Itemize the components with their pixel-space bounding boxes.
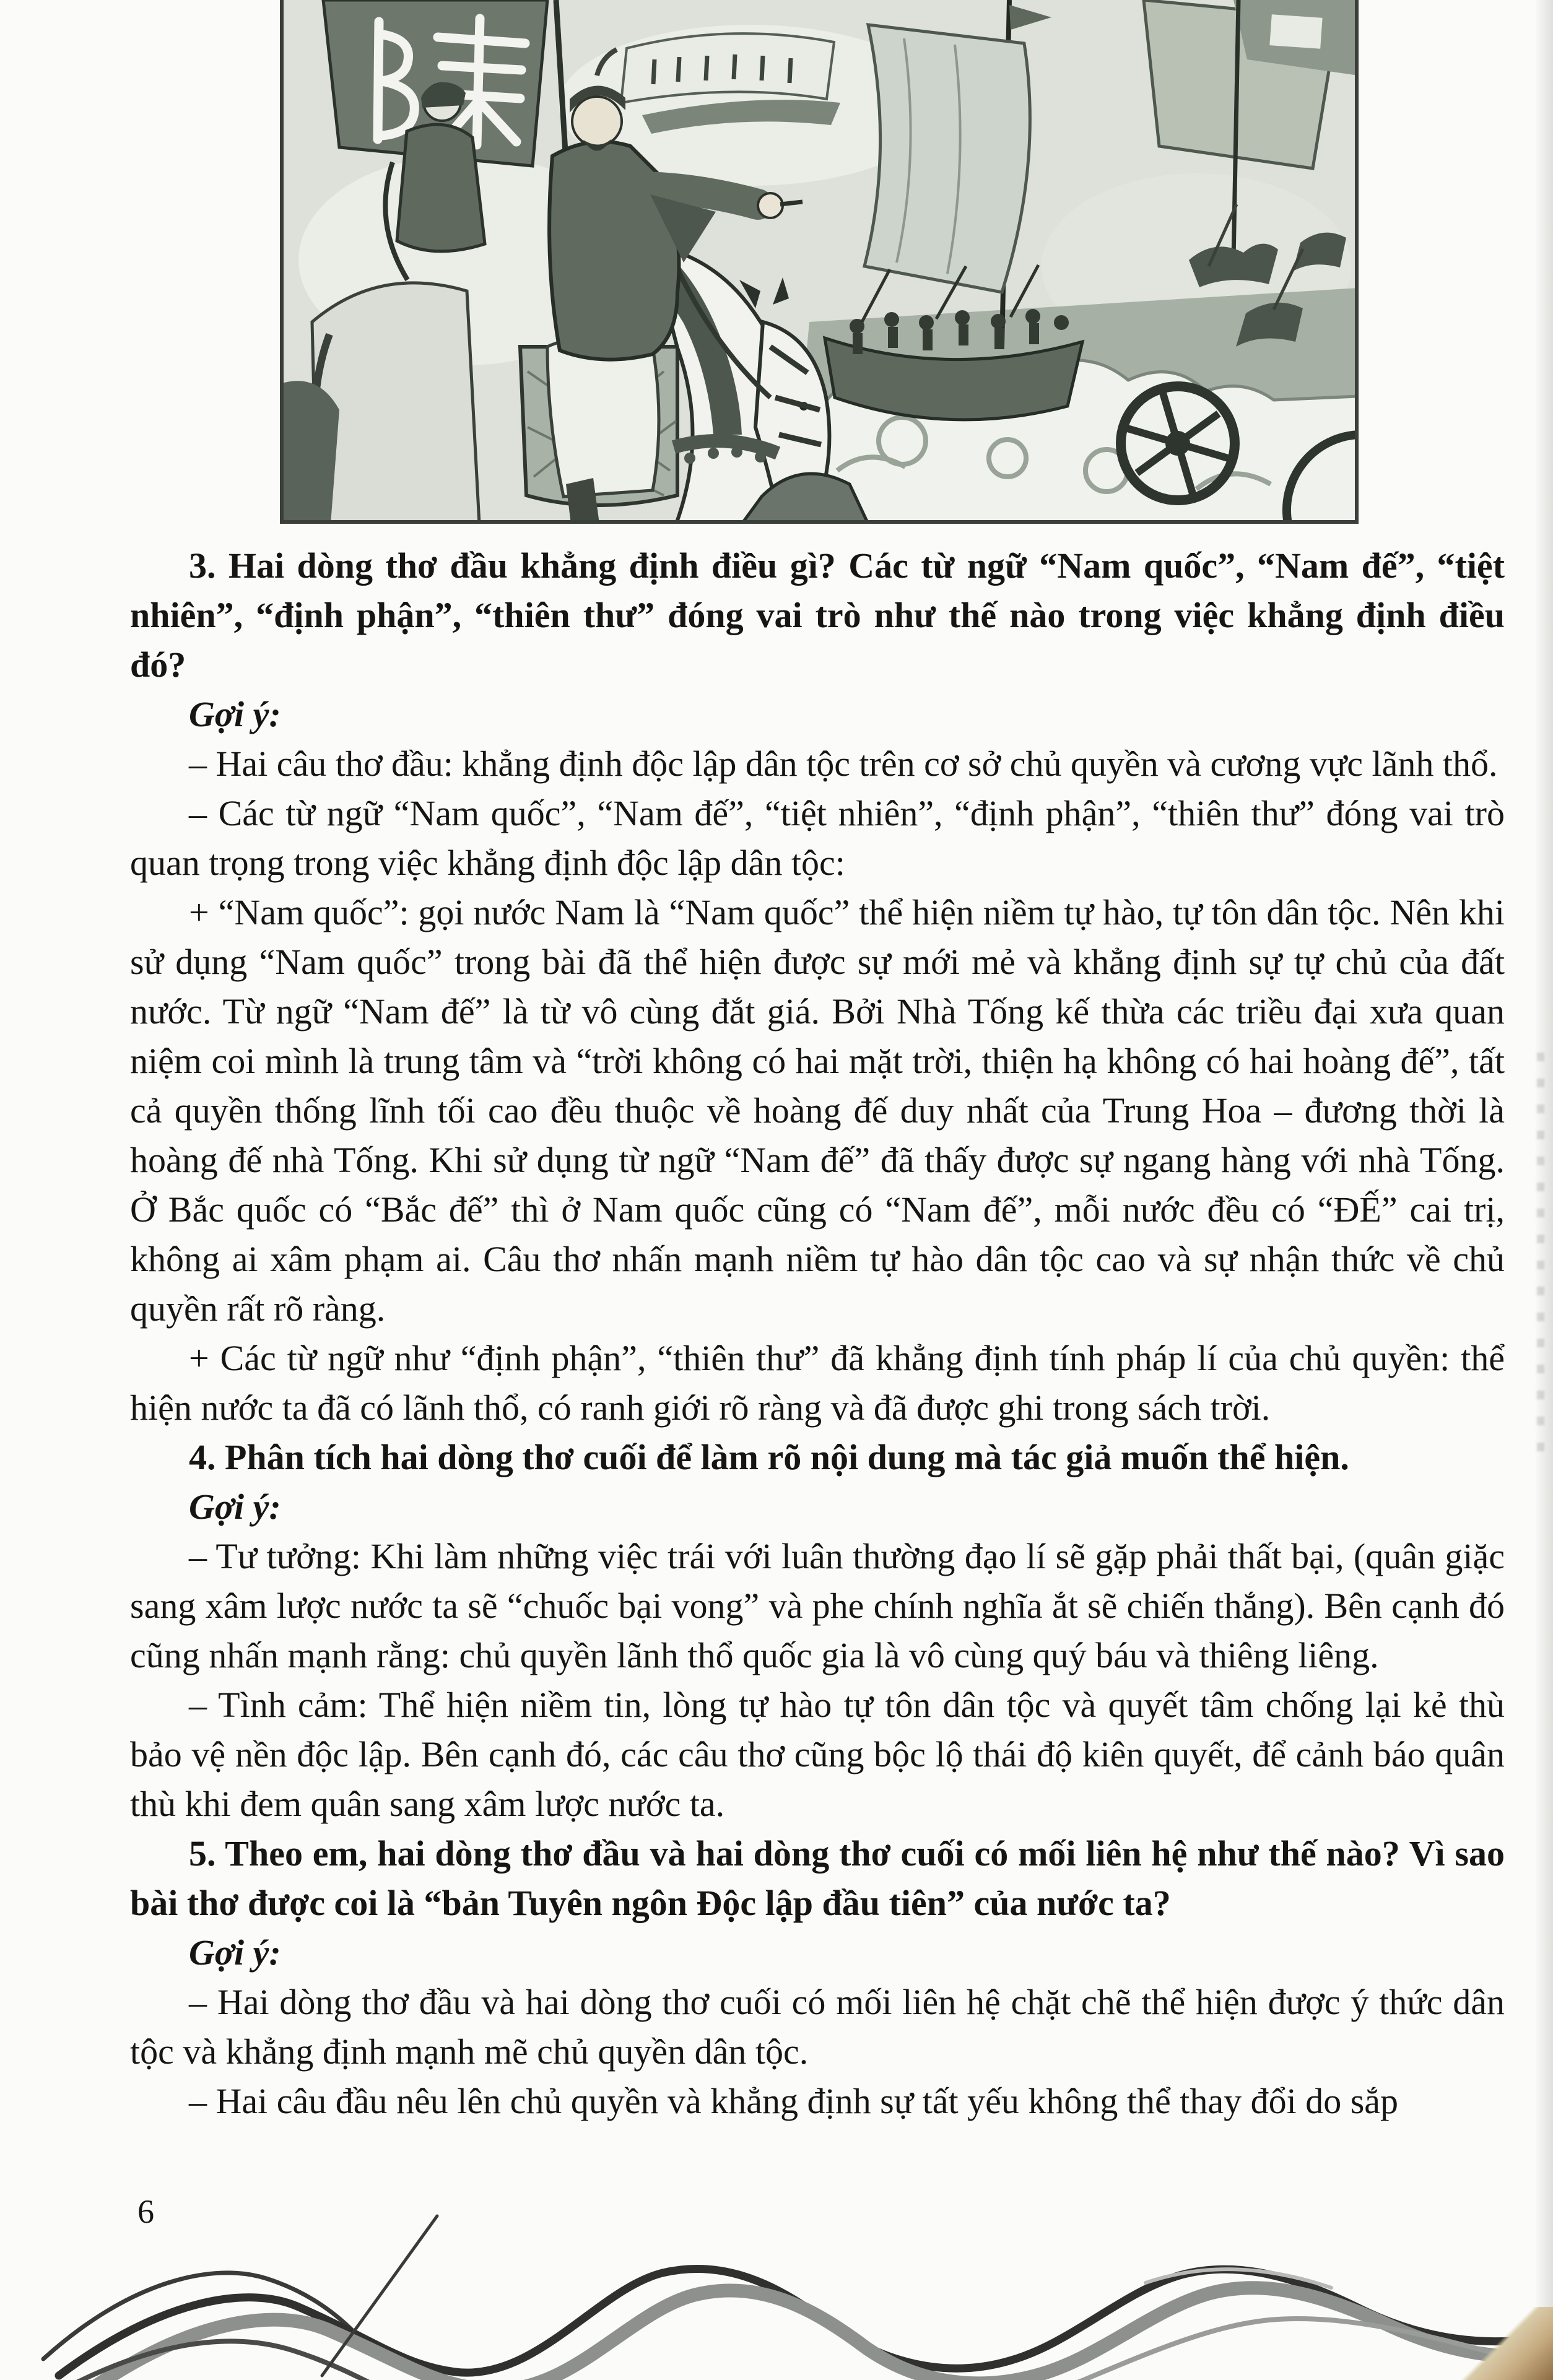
battle-scene-art: [280, 0, 1359, 524]
question-4: 4. Phân tích hai dòng thơ cuối để làm rõ nội dung mà tác giả muốn thể hiện.: [189, 1437, 1349, 1477]
paragraph: – Tư tưởng: Khi làm những việc trái với luân thường đạo lí sẽ gặp phải thất bại, (quân giặc sang xâm lược nước ta sẽ “chuốc bại vong” và phe chính nghĩa ắt sẽ chiến thắng). Bên cạnh đó cũng nhấn mạnh rằng: chủ quyền lãnh thổ quốc gia là vô cùng quý báu và thiêng liêng.: [130, 1536, 1505, 1675]
scan-edge-shadow: [1534, 0, 1553, 2380]
paragraph: + “Nam quốc”: gọi nước Nam là “Nam quốc” thể hiện niềm tự hào, tự tôn dân tộc. Nên khi sử dụng “Nam quốc” trong bài đã thể hiện được sự mới mẻ và khẳng định sự tự chủ của đất nước. Từ ngữ “Nam đế” là từ vô cùng đắt giá. Bởi Nhà Tống kế thừa các triều đại xưa quan niệm coi mình là trung tâm và “trời không có hai mặt trời, thiện hạ không có hai hoàng đế”, tất cả quyền thống lĩnh tối cao đều thuộc về hoàng đế duy nhất của Trung Hoa – đương thời là hoàng đế nhà Tống. Khi sử dụng từ ngữ “Nam đế” đã thấy được sự ngang hàng với nhà Tống. Ở Bắc quốc có “Bắc đế” thì ở Nam quốc cũng có “Nam đế”, mỗi nước đều có “ĐẾ” cai trị, không ai xâm phạm ai. Câu thơ nhấn mạnh niềm tự hào dân tộc cao và sự nhận thức về chủ quyền rất rõ ràng.: [130, 892, 1505, 1329]
ship-sail: [864, 25, 1030, 292]
footer-swoosh-ornament: [0, 2207, 1553, 2380]
paragraph: – Các từ ngữ “Nam quốc”, “Nam đế”, “tiệt nhiên”, “định phận”, “thiên thư” đóng vai trò quan trọng trong việc khẳng định độc lập dân tộc:: [130, 793, 1505, 883]
pointing-arm: [627, 187, 758, 204]
pointing-finger: [780, 202, 803, 204]
question-5: 5. Theo em, hai dòng thơ đầu và hai dòng thơ cuối có mối liên hệ như thế nào? Vì sao bài thơ được coi là “bản Tuyên ngôn Độc lập đầu tiên” của nước ta?: [130, 1833, 1505, 1923]
rear-horse: [312, 283, 479, 524]
foreground-horse-head: [280, 381, 339, 524]
page-number: 6: [137, 2193, 154, 2230]
paragraph: + Các từ ngữ như “định phận”, “thiên thư” đã khẳng định tính pháp lí của chủ quyền: thể hiện nước ta đã có lãnh thổ, có ranh giới rõ ràng và đã được ghi trong sách trời.: [130, 1338, 1505, 1428]
paragraph: – Hai dòng thơ đầu và hai dòng thơ cuối có mối liên hệ chặt chẽ thể hiện được ý thức dân tộc và khẳng định mạnh mẽ chủ quyền dân tộc.: [130, 1982, 1505, 2072]
paragraph: – Hai câu thơ đầu: khẳng định độc lập dân tộc trên cơ sở chủ quyền và cương vực lãnh thổ.: [189, 744, 1498, 784]
body-text: [130, 541, 1505, 2126]
cabin-window: [1269, 14, 1322, 49]
paragraph: – Tình cảm: Thể hiện niềm tin, lòng tự hào tự tôn dân tộc và quyết tâm chống lại kẻ thù bảo vệ nền độc lập. Bên cạnh đó, các câu thơ cũng bộc lộ thái độ kiên quyết, để cảnh báo quân thù khi đem quân sang xâm lược nước ta.: [130, 1685, 1505, 1824]
battle-scene-illustration: [280, 0, 1359, 524]
archer-body: [397, 124, 485, 251]
hint-label: Gợi ý:: [189, 1487, 281, 1527]
hint-label: Gợi ý:: [189, 694, 281, 734]
general-head: [572, 97, 622, 146]
pointing-hand: [758, 193, 783, 218]
paragraph: – Hai câu đầu nêu lên chủ quyền và khẳng định sự tất yếu không thể thay đổi do sắp: [189, 2081, 1399, 2121]
page-corner-curl: [1448, 2307, 1553, 2380]
question-3: 3. Hai dòng thơ đầu khẳng định điều gì? Các từ ngữ “Nam quốc”, “Nam đế”, “tiệt nhiên”, “định phận”, “thiên thư” đóng vai trò như thế nào trong việc khẳng định điều đó?: [130, 545, 1505, 685]
hint-label: Gợi ý:: [189, 1932, 281, 1973]
